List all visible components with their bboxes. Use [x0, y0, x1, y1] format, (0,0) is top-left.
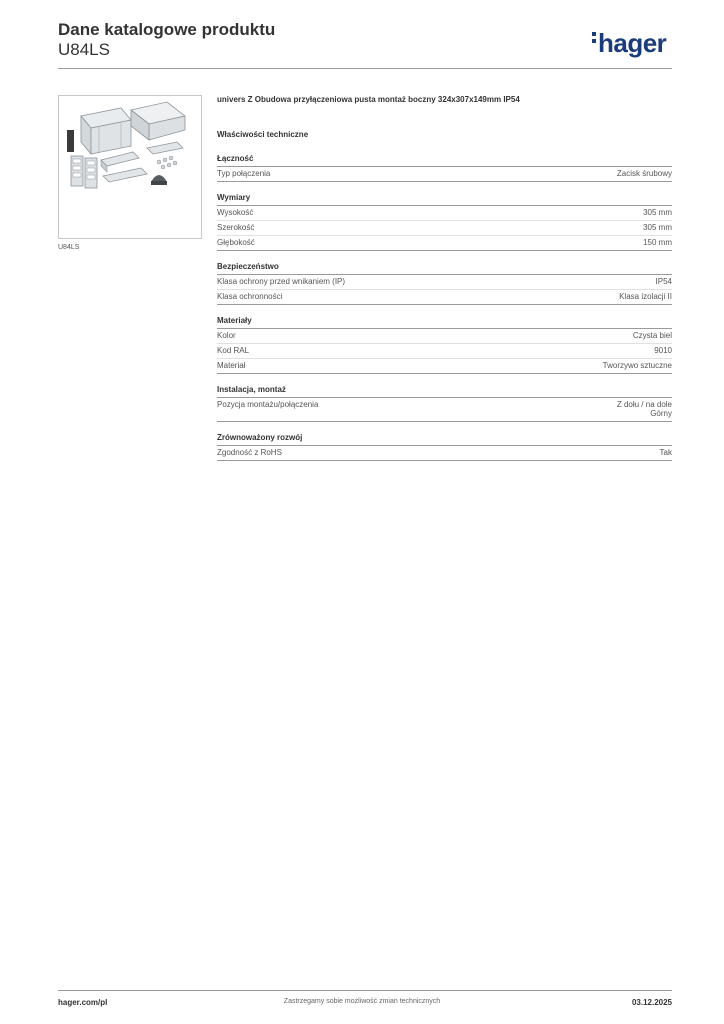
spec-label: Kod RAL — [217, 346, 250, 355]
footer-website-link[interactable]: hager.com/pl — [58, 998, 108, 1007]
logo-dots-icon — [592, 32, 596, 46]
footer-divider — [58, 990, 672, 991]
spec-row — [217, 329, 672, 344]
spec-value: 305 mm — [643, 223, 672, 232]
spec-row — [217, 344, 672, 359]
group-title: Wymiary — [217, 193, 672, 206]
spec-group-dimensions — [217, 193, 672, 251]
spec-label: Materiał — [217, 361, 246, 370]
spec-row — [217, 236, 672, 251]
hager-logo — [592, 28, 666, 59]
group-title: Zrównoważony rozwój — [217, 433, 672, 446]
spec-label: Pozycja montażu/połączenia — [217, 400, 319, 409]
product-description: univers Z Obudowa przyłączeniowa pusta montaż boczny 324x307x149mm IP54 — [217, 95, 520, 104]
spec-label: Wysokość — [217, 208, 254, 217]
footer-date: 03.12.2025 — [631, 998, 672, 1007]
spec-row — [217, 359, 672, 374]
spec-content — [217, 95, 672, 472]
product-photo — [58, 95, 202, 239]
group-title: Materiały — [217, 316, 672, 329]
spec-row — [217, 275, 672, 290]
spec-row — [217, 221, 672, 236]
footer-notice: Zastrzegamy sobie możliwość zmian technicznych — [283, 998, 441, 1005]
spec-value: 150 mm — [643, 238, 672, 247]
spec-value: 305 mm — [643, 208, 672, 217]
spec-value: Zacisk śrubowy — [616, 169, 672, 178]
spec-value: Czysta biel — [632, 331, 672, 340]
spec-row — [217, 290, 672, 305]
product-code: U84LS — [58, 40, 110, 59]
group-title: Bezpieczeństwo — [217, 262, 672, 275]
spec-value: Z dołu / na dole Górny — [616, 400, 672, 418]
spec-row — [217, 206, 672, 221]
spec-label: Klasa ochrony przed wnikaniem (IP) — [217, 277, 346, 286]
spec-label: Głębokość — [217, 238, 255, 247]
group-title: Instalacja, montaż — [217, 385, 672, 398]
spec-group-connectivity — [217, 154, 672, 182]
spec-row — [217, 398, 672, 422]
section-title: Właściwości techniczne — [217, 130, 309, 139]
spec-value: Klasa izolacji II — [619, 292, 672, 301]
page-title: Dane katalogowe produktu — [58, 20, 276, 39]
spec-label: Klasa ochronności — [217, 292, 283, 301]
spec-group-materials — [217, 316, 672, 374]
spec-value: 9010 — [654, 346, 672, 355]
enclosure-parts-icon — [59, 96, 201, 238]
spec-row — [217, 446, 672, 461]
spec-value: IP54 — [655, 277, 672, 286]
spec-label: Typ połączenia — [217, 169, 271, 178]
spec-value: Tak — [659, 448, 672, 457]
spec-group-installation — [217, 385, 672, 422]
spec-label: Zgodność z RoHS — [217, 448, 282, 457]
spec-group-sustainability — [217, 433, 672, 461]
group-title: Łączność — [217, 154, 672, 167]
spec-label: Szerokość — [217, 223, 255, 232]
spec-label: Kolor — [217, 331, 236, 340]
header-divider — [58, 68, 672, 69]
spec-value: Tworzywo sztuczne — [602, 361, 672, 370]
spec-group-safety — [217, 262, 672, 305]
logo-text: hager — [598, 28, 667, 58]
photo-caption: U84LS — [58, 244, 80, 251]
spec-row — [217, 167, 672, 182]
